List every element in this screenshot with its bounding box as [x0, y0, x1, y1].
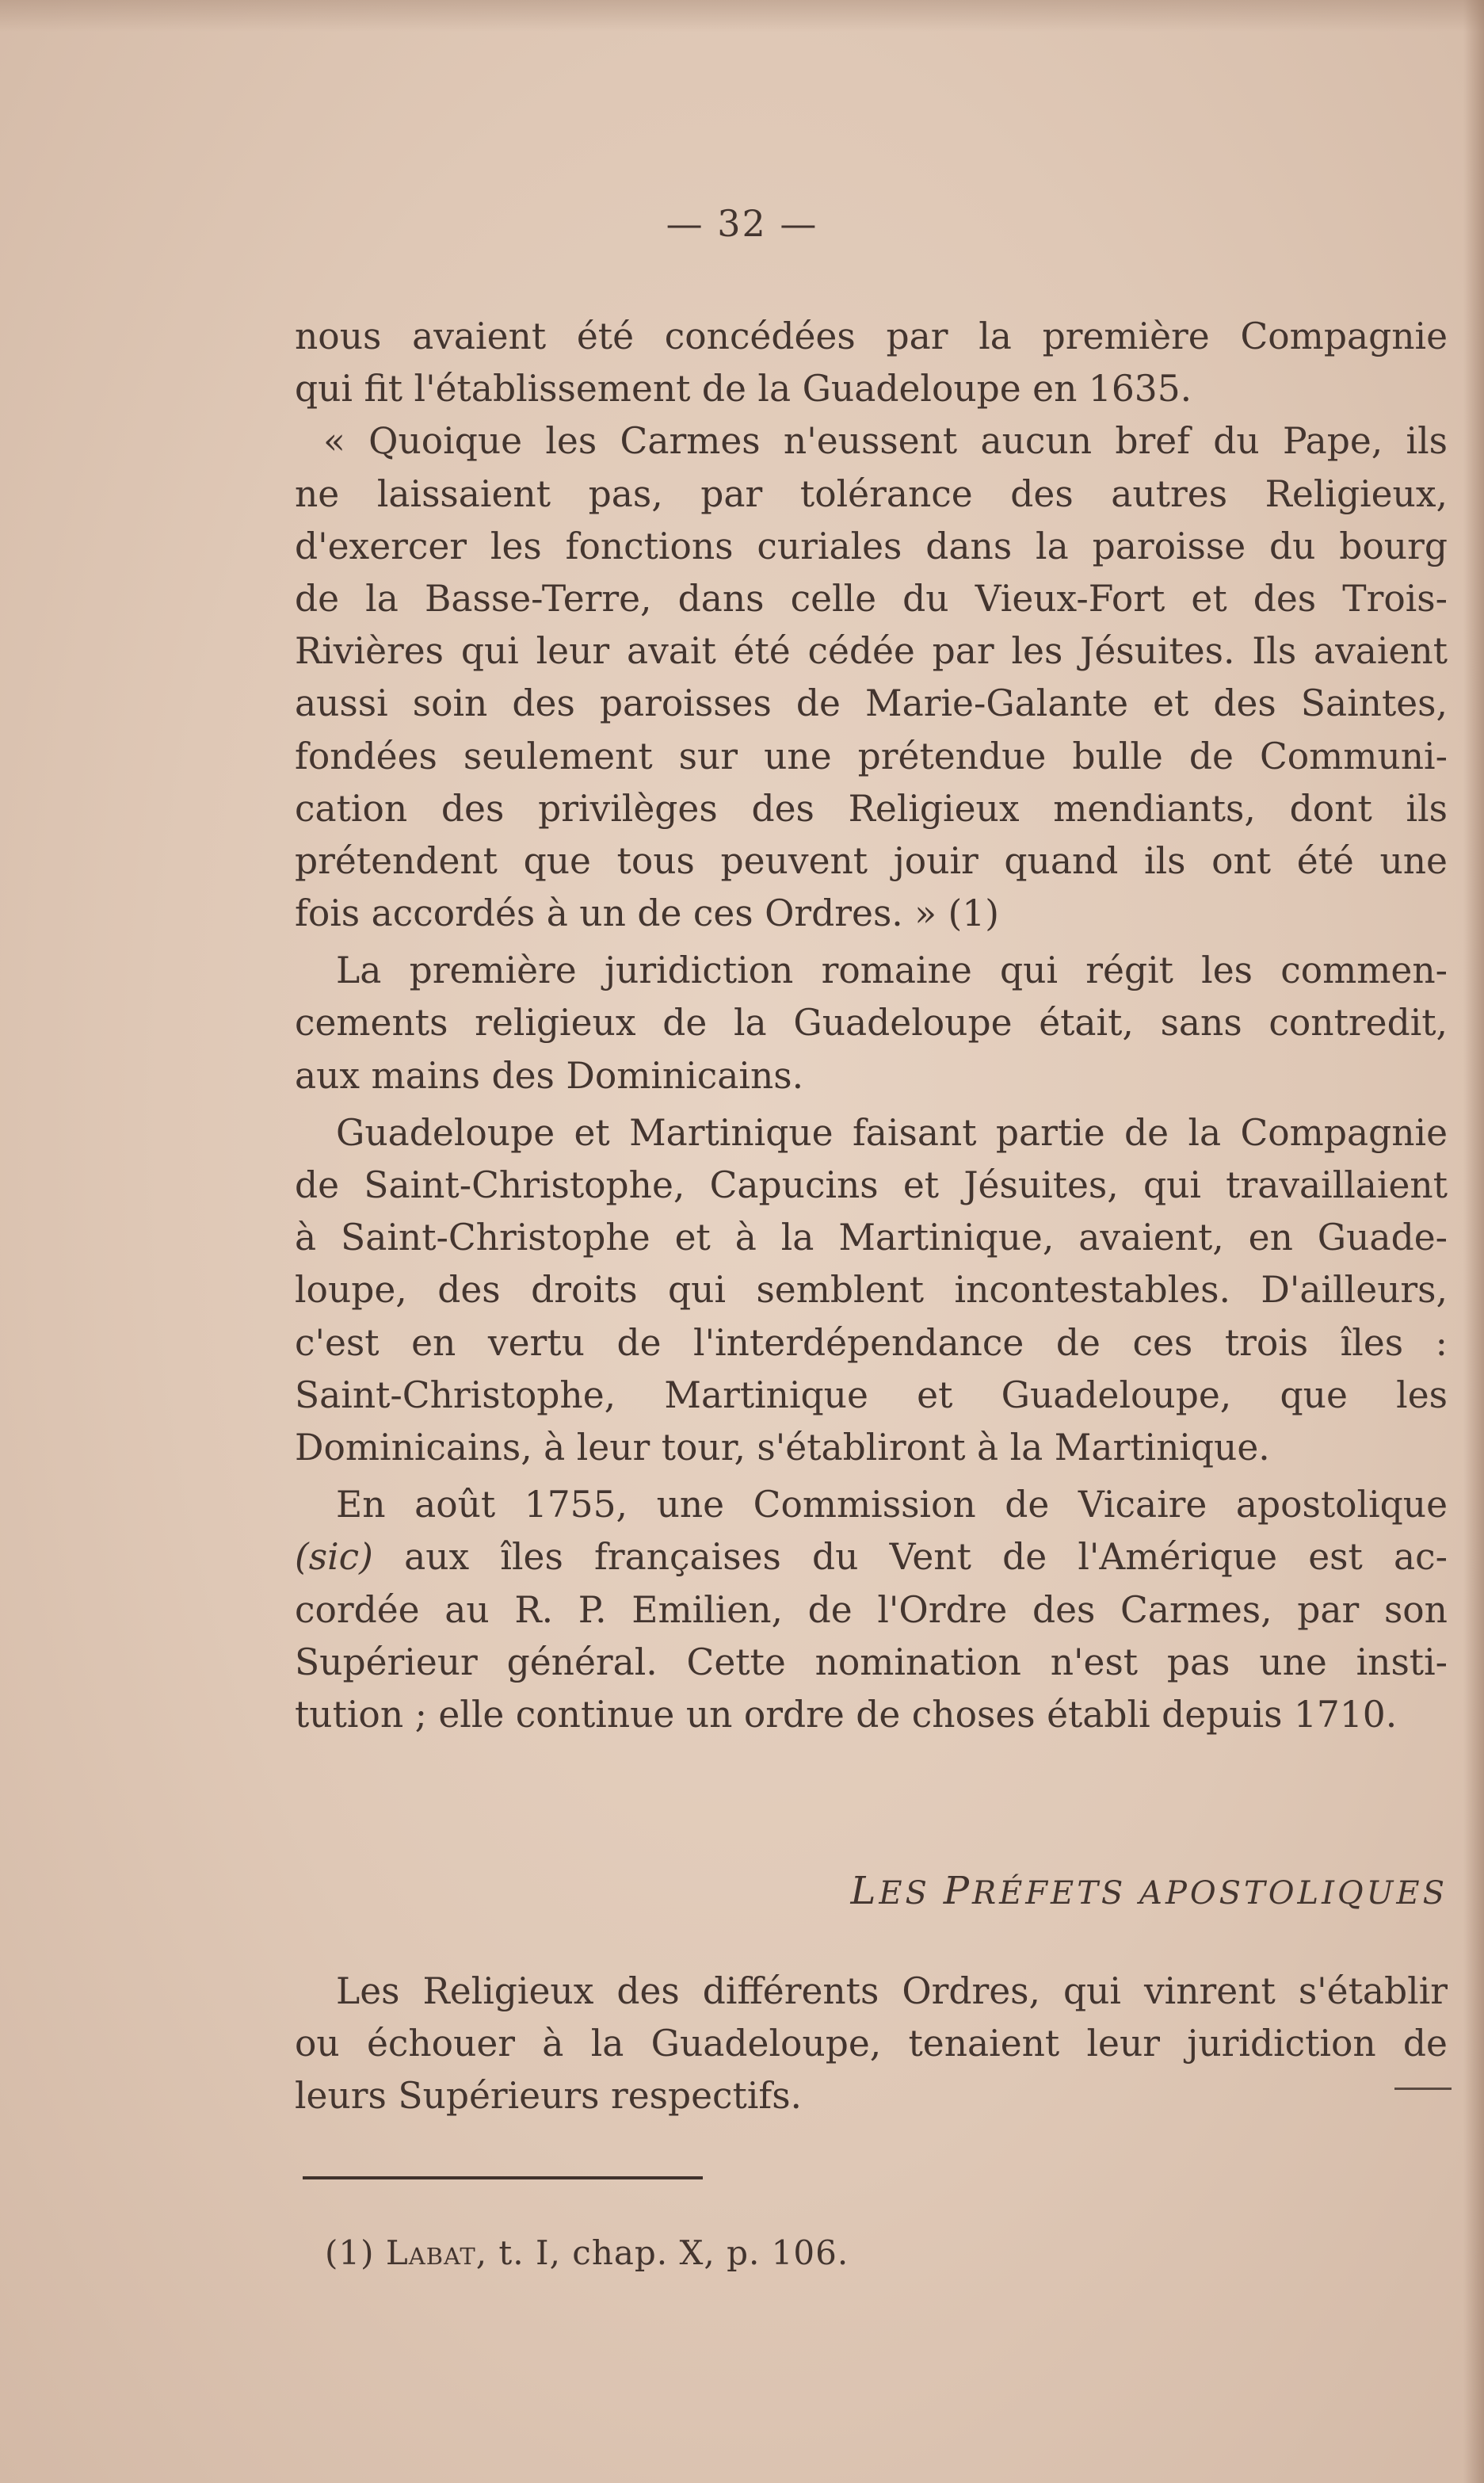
text-line: La première juridiction romaine qui régit les commen-	[336, 949, 1448, 992]
text-line: prétendent que tous peuvent jouir quand ils ont été une	[295, 839, 1448, 882]
text-line: Rivières qui leur avait été cédée par les Jésuites. Ils avaient	[295, 630, 1448, 673]
text-line: leurs Supérieurs respectifs.	[295, 2075, 803, 2118]
body-text	[295, 311, 1448, 1741]
text-line: aux mains des Dominicains.	[295, 1054, 804, 1097]
footnote-author: Labat	[385, 2233, 476, 2272]
text-line: Guadeloupe et Martinique faisant partie de la Compagnie	[336, 1111, 1448, 1154]
text-line: fondées seulement sur une prétendue bulle de Communi-	[295, 735, 1448, 777]
printer-dash	[1394, 2088, 1452, 2090]
text-line: Saint-Christophe, Martinique et Guadeloupe, que les	[295, 1373, 1448, 1416]
text-fragment: aux îles françaises du Vent de l'Amérique est ac-	[404, 1536, 1448, 1579]
text-line: cements religieux de la Guadeloupe était, sans contredit,	[295, 1002, 1448, 1045]
text-line: cation des privilèges des Religieux mendiants, dont ils	[295, 787, 1448, 830]
text-line: d'exercer les fonctions curiales dans la paroisse du bourg	[295, 525, 1448, 567]
footnote-rule	[303, 2176, 703, 2179]
page-edge-shadow	[1463, 0, 1484, 2483]
page-top-shadow	[0, 0, 1484, 32]
heading-smallcaps: RÉFETS APOSTOLIQUES	[971, 1875, 1448, 1912]
footnote	[325, 2233, 849, 2272]
text-line	[295, 1531, 1448, 1583]
text-line: Dominicains, à leur tour, s'établiront à la Martinique.	[295, 1426, 1270, 1469]
footnote-reference: , t. I, chap. X, p. 106.	[475, 2233, 849, 2272]
text-line: c'est en vertu de l'interdépendance de ces trois îles :	[295, 1321, 1448, 1364]
text-line: Supérieur général. Cette nomination n'est pas une insti-	[295, 1641, 1448, 1683]
text-line: cordée au R. P. Emilien, de l'Ordre des Carmes, par son	[295, 1588, 1448, 1631]
text-line: tution ; elle continue un ordre de choses établi depuis 1710.	[295, 1693, 1398, 1736]
closing-paragraph	[295, 1965, 1448, 2123]
text-line: En août 1755, une Commission de Vicaire apostolique	[336, 1484, 1448, 1526]
text-line: « Quoique les Carmes n'eussent aucun bref du Pape, ils	[323, 420, 1448, 463]
page-number: — 32 —	[666, 202, 818, 245]
text-line: aussi soin des paroisses de Marie-Galante et des Saintes,	[295, 682, 1448, 725]
section-heading: LES PRÉFETS APOSTOLIQUES	[850, 1869, 1448, 1913]
text-line: loupe, des droits qui semblent incontestables. D'ailleurs,	[295, 1269, 1448, 1312]
text-line: fois accordés à un de ces Ordres. » (1)	[295, 892, 999, 935]
text-line: qui fit l'établissement de la Guadeloupe en 1635.	[295, 368, 1192, 411]
sic-annotation: (sic)	[295, 1536, 373, 1579]
text-line: ne laissaient pas, par tolérance des autres Religieux,	[295, 472, 1448, 515]
text-line: nous avaient été concédées par la première Compagnie	[295, 315, 1448, 357]
text-line: de Saint-Christophe, Capucins et Jésuites, qui travaillaient	[295, 1164, 1448, 1206]
footnote-marker: (1)	[325, 2233, 375, 2272]
text-line: de la Basse-Terre, dans celle du Vieux-Fort et des Trois-	[295, 577, 1448, 620]
text-line: ou échouer à la Guadeloupe, tenaient leur juridiction de	[295, 2023, 1448, 2065]
text-line: Les Religieux des différents Ordres, qui vinrent s'établir	[336, 1970, 1448, 2012]
text-line: à Saint-Christophe et à la Martinique, avaient, en Guade-	[295, 1217, 1448, 1259]
heading-smallcaps: ES	[879, 1875, 930, 1912]
